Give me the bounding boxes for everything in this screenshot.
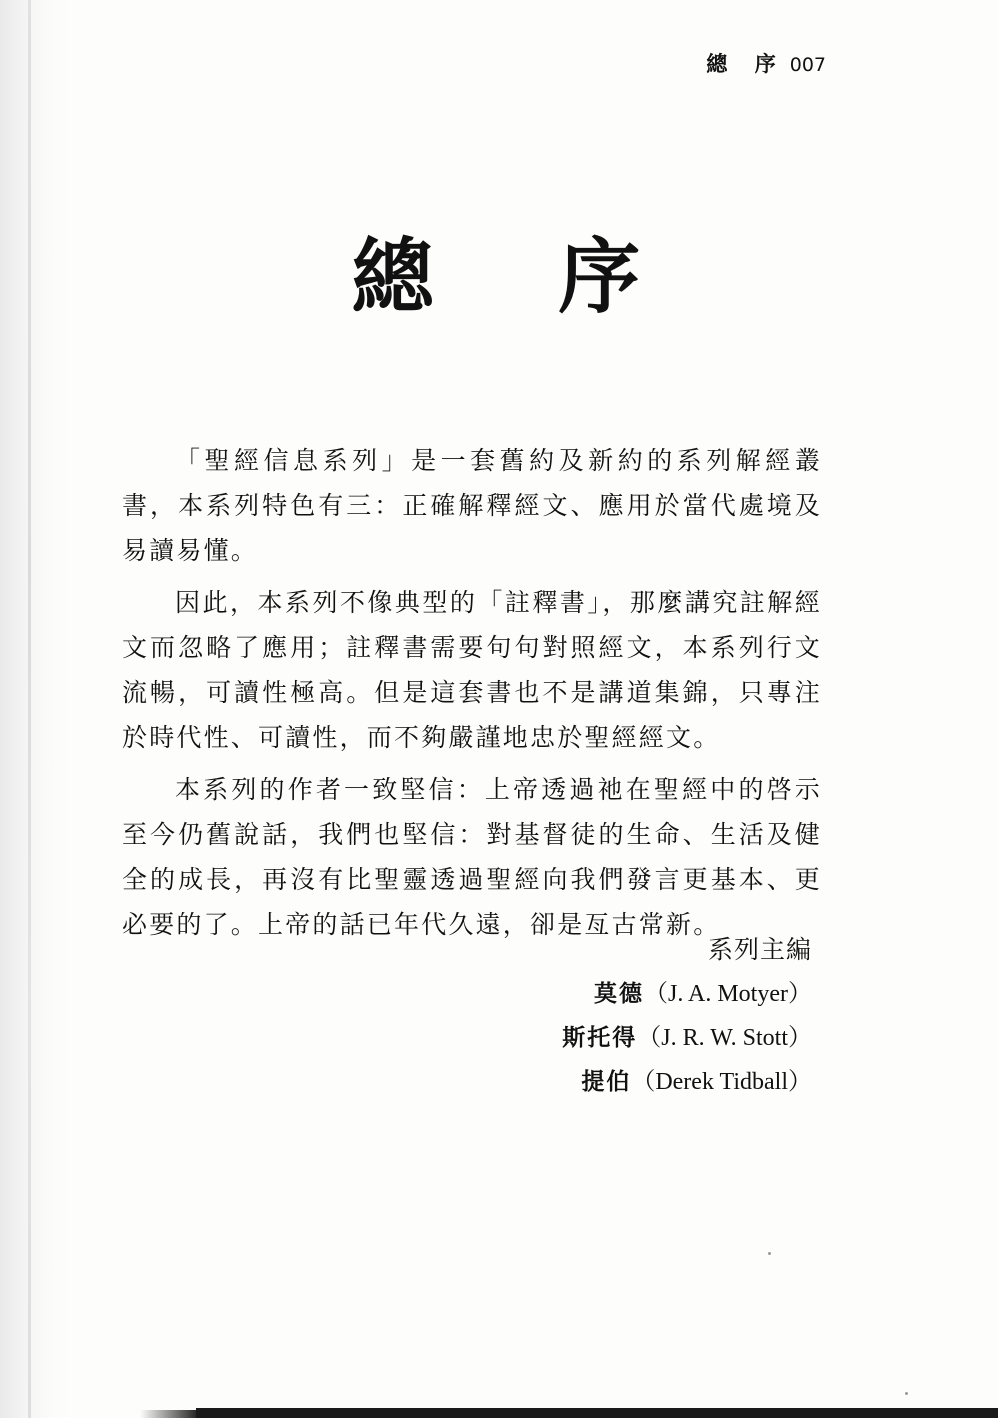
- running-header: [706, 48, 826, 78]
- paragraph-3: 本系列的作者一致堅信：上帝透過祂在聖經中的啓示至今仍舊說話，我們也堅信：對基督徒的生命、生活及健全的成長，再沒有比聖靈透過聖經向我們發言更基本、更必要的了。上帝的話已年代久遠，卻是亙古常新。: [122, 775, 822, 939]
- signature-block: [562, 928, 812, 1104]
- editor-tidball: [562, 1060, 812, 1104]
- scan-edge-fade: [140, 1410, 200, 1418]
- body-text: [122, 438, 822, 954]
- scan-speck: [905, 1392, 908, 1395]
- editor-name-en: （J. R. W. Stott）: [637, 1025, 812, 1051]
- editor-name-cn: 提伯: [581, 1068, 632, 1095]
- signature-role: 系列主編: [707, 935, 812, 964]
- editor-name-cn: 莫德: [594, 980, 644, 1007]
- running-header-title: 總 序: [706, 52, 786, 76]
- editor-name-en: （J. A. Motyer）: [644, 981, 812, 1007]
- paragraph-1: 「聖經信息系列」是一套舊約及新約的系列解經叢書，本系列特色有三：正確解釋經文、應用於當代處境及易讀易懂。: [122, 446, 822, 565]
- editor-motyer: [562, 972, 812, 1016]
- scan-speck: [768, 1252, 771, 1255]
- page-number: 007: [789, 54, 826, 76]
- editor-stott: [562, 1016, 812, 1060]
- binding-line: [28, 0, 31, 1418]
- editor-name-en: （Derek Tidball）: [631, 1069, 812, 1095]
- editor-name-cn: 斯托得: [562, 1024, 638, 1051]
- paragraph-2: 因此，本系列不像典型的「註釋書」，那麼講究註解經文而忽略了應用；註釋書需要句句對照經文，本系列行文流暢，可讀性極高。但是這套書也不是講道集錦，只專注於時代性、可讀性，而不夠嚴謹地忠於聖經經文。: [122, 588, 822, 752]
- binding-shadow: [0, 0, 70, 1418]
- chapter-title: 總 序: [351, 230, 689, 325]
- scan-edge-bar: [196, 1408, 998, 1418]
